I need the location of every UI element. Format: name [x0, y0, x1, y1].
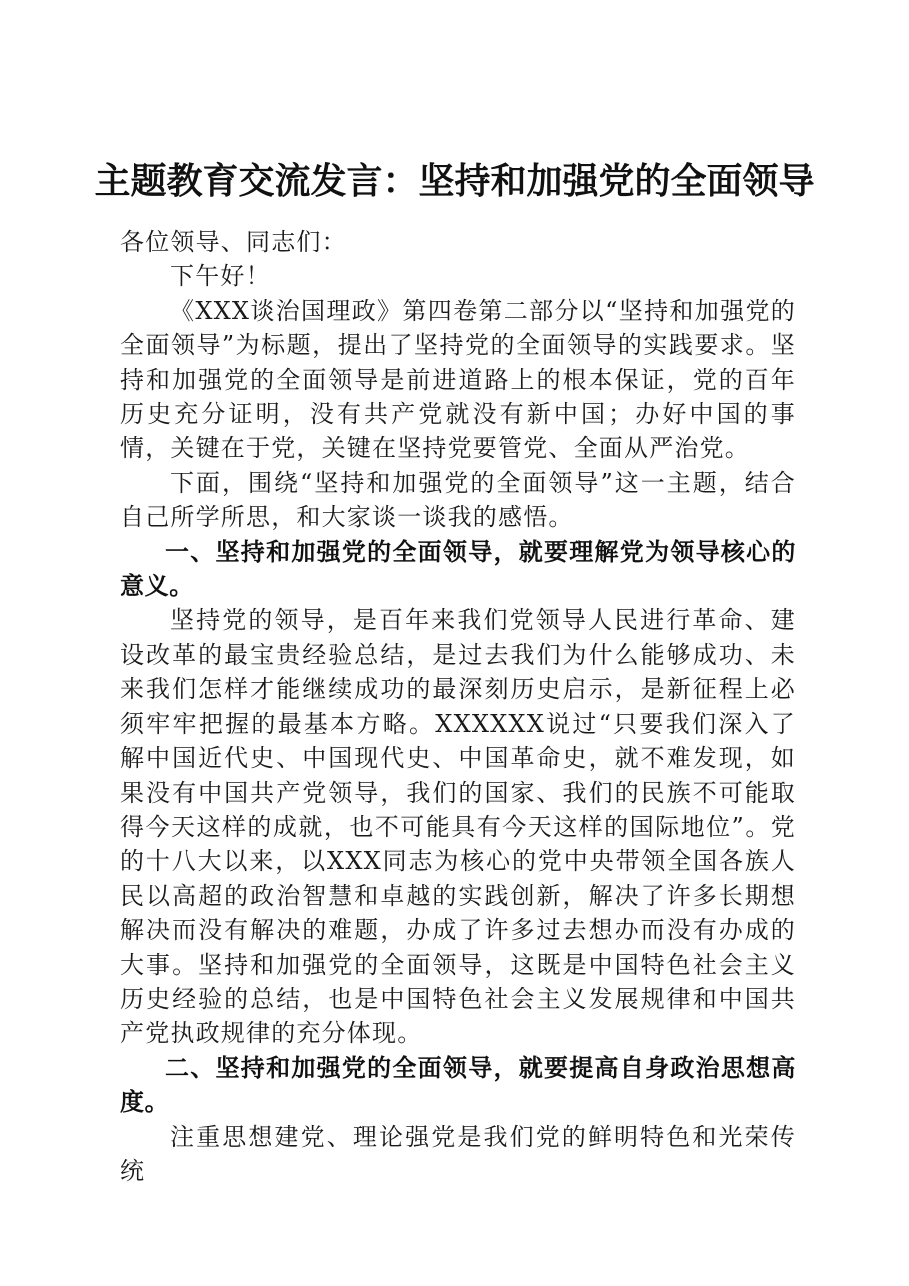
section-heading-2: 二、坚持和加强党的全面领导，就要提高自身政治思想高度。 [120, 1053, 796, 1117]
section-body-2: 注重思想建党、理论强党是我们党的鲜明特色和光荣传统 [120, 1122, 796, 1185]
section-body-1: 坚持党的领导，是百年来我们党领导人民进行革命、建设改革的最宝贵经验总结，是过去我们为什么能够成功、未来我们怎样才能继续成功的最深刻历史启示，是新征程上必须牢牢把握的最基本方略。XXXXXX说过“只要我们深入了解中国近代史、中国现代史、中国革命史，就不难发现，如果没有中国共产党领导，我们的国家、我们的民族不可能取得今天这样的成就，也不可能具有今天这样的国际地位”。党的十八大以来，以XXX同志为核心的党中央带领全国各族人民以高超的政治智慧和卓越的实践创新，解决了许多长期想解决而没有解决的难题，办成了许多过去想办而没有办成的大事。坚持和加强党的全面领导，这既是中国特色社会主义历史经验的总结，也是中国特色社会主义发展规律和中国共产党执政规律的充分体现。 [120, 606, 796, 1048]
salutation: 各位领导、同志们： [120, 228, 347, 256]
document-title: 主题教育交流发言：坚持和加强党的全面领导 [94, 160, 815, 202]
transition-paragraph: 下面，围绕“坚持和加强党的全面领导”这一主题，结合自己所学所思，和大家谈一谈我的感悟。 [120, 468, 796, 532]
section-heading-1: 一、坚持和加强党的全面领导，就要理解党为领导核心的意义。 [120, 537, 796, 601]
document-body [120, 225, 796, 1188]
greeting: 下午好！ [170, 262, 271, 291]
intro-paragraph: 《XXX谈治国理政》第四卷第二部分以“坚持和加强党的全面领导”为标题，提出了坚持党的全面领导的实践要求。坚持和加强党的全面领导是前进道路上的根本保证，党的百年历史充分证明，没有共产党就没有新中国；办好中国的事情，关键在于党，关键在坚持党要管党、全面从严治党。 [120, 296, 796, 463]
